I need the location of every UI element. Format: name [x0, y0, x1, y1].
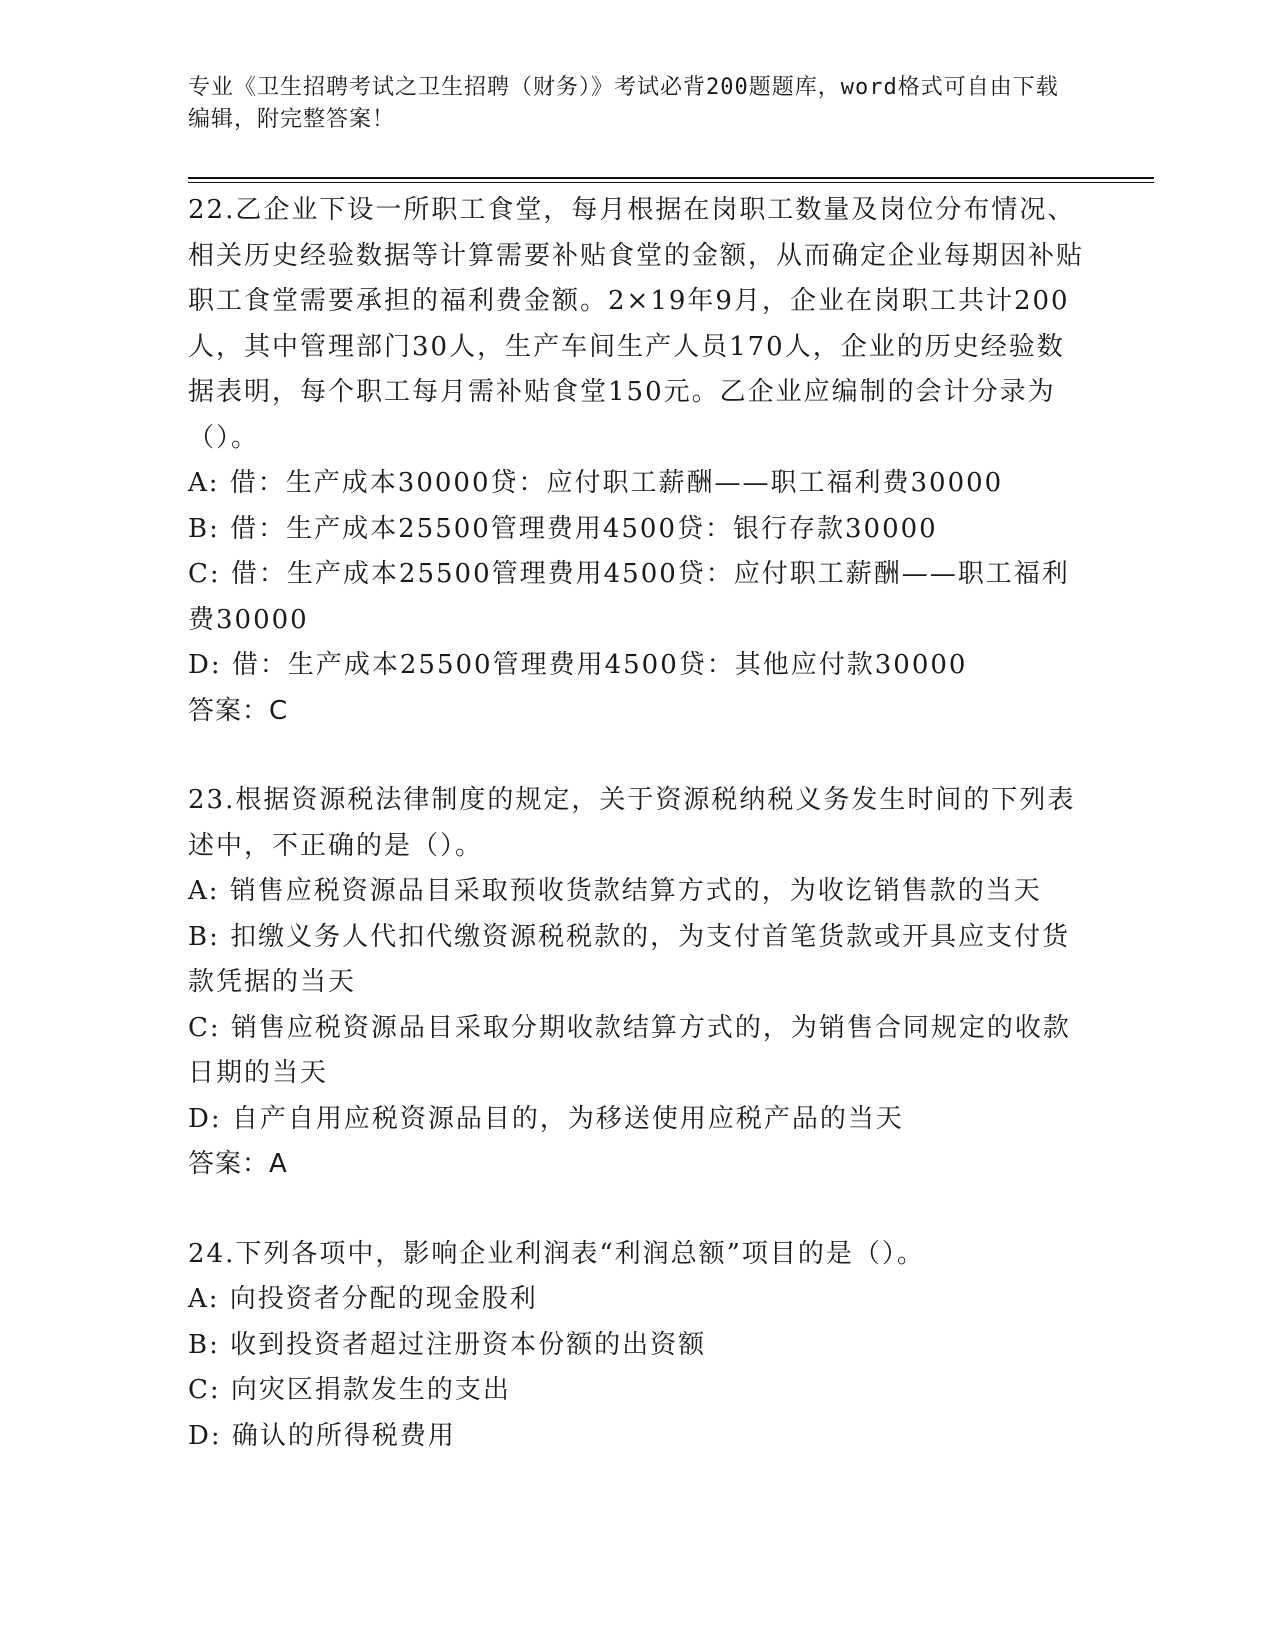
option-b: B: 扣缴义务人代扣代缴资源税税款的，为支付首笔货款或开具应支付货款凭据的当天	[188, 921, 1071, 997]
option-a: A: 向投资者分配的现金股利	[188, 1284, 538, 1314]
answer-line: 答案：C	[188, 695, 289, 726]
question-stem: 24.下列各项中，影响企业利润表“利润总额”项目的是（）。	[188, 1238, 925, 1269]
header-divider-thin	[188, 182, 1154, 183]
option-d: D: 确认的所得税费用	[188, 1420, 456, 1451]
option-c: C: 销售应税资源品目采取分期收款结算方式的，为销售合同规定的收款日期的当天	[188, 1012, 1071, 1088]
question-stem: 23.根据资源税法律制度的规定，关于资源税纳税义务发生时间的下列表述中，不正确的是（）。	[188, 785, 1076, 861]
option-d: D: 借：生产成本25500管理费用4500贷：其他应付款30000	[188, 650, 968, 680]
question-stem: 22.乙企业下设一所职工食堂，每月根据在岗职工数量及岗位分布情况、相关历史经验数据等计算需要补贴食堂的金额，从而确定企业每期因补贴职工食堂需要承担的福利费金额。2×19年9月，企业在岗职工共计200人，其中管理部门30人，生产车间生产人员170人，企业的历史经验数据表明，每个职工每月需补贴食堂150元。乙企业应编制的会计分录为（）。	[188, 195, 1085, 453]
option-c: C: 向灾区捐款发生的支出	[188, 1375, 511, 1405]
option-a: A: 销售应税资源品目采取预收货款结算方式的，为收讫销售款的当天	[188, 876, 1042, 906]
header-divider-thick	[188, 177, 1154, 179]
option-b: B: 收到投资者超过注册资本份额的出资额	[188, 1329, 707, 1360]
document-header: 专业《卫生招聘考试之卫生招聘（财务）》考试必背200题题库，word格式可自由下载编辑，附完整答案！	[188, 75, 1059, 132]
option-d: D: 自产自用应税资源品目的，为移送使用应税产品的当天	[188, 1103, 904, 1134]
option-a: A: 借：生产成本30000贷：应付职工薪酬——职工福利费30000	[188, 468, 1004, 498]
question-22	[188, 188, 1088, 734]
question-list	[188, 188, 1088, 1459]
question-23	[188, 778, 1088, 1188]
question-24	[188, 1232, 1088, 1460]
option-b: B: 借：生产成本25500管理费用4500贷：银行存款30000	[188, 513, 938, 544]
answer-line: 答案：A	[188, 1149, 288, 1179]
option-c: C: 借：生产成本25500管理费用4500贷：应付职工薪酬——职工福利费30000	[188, 559, 1070, 635]
